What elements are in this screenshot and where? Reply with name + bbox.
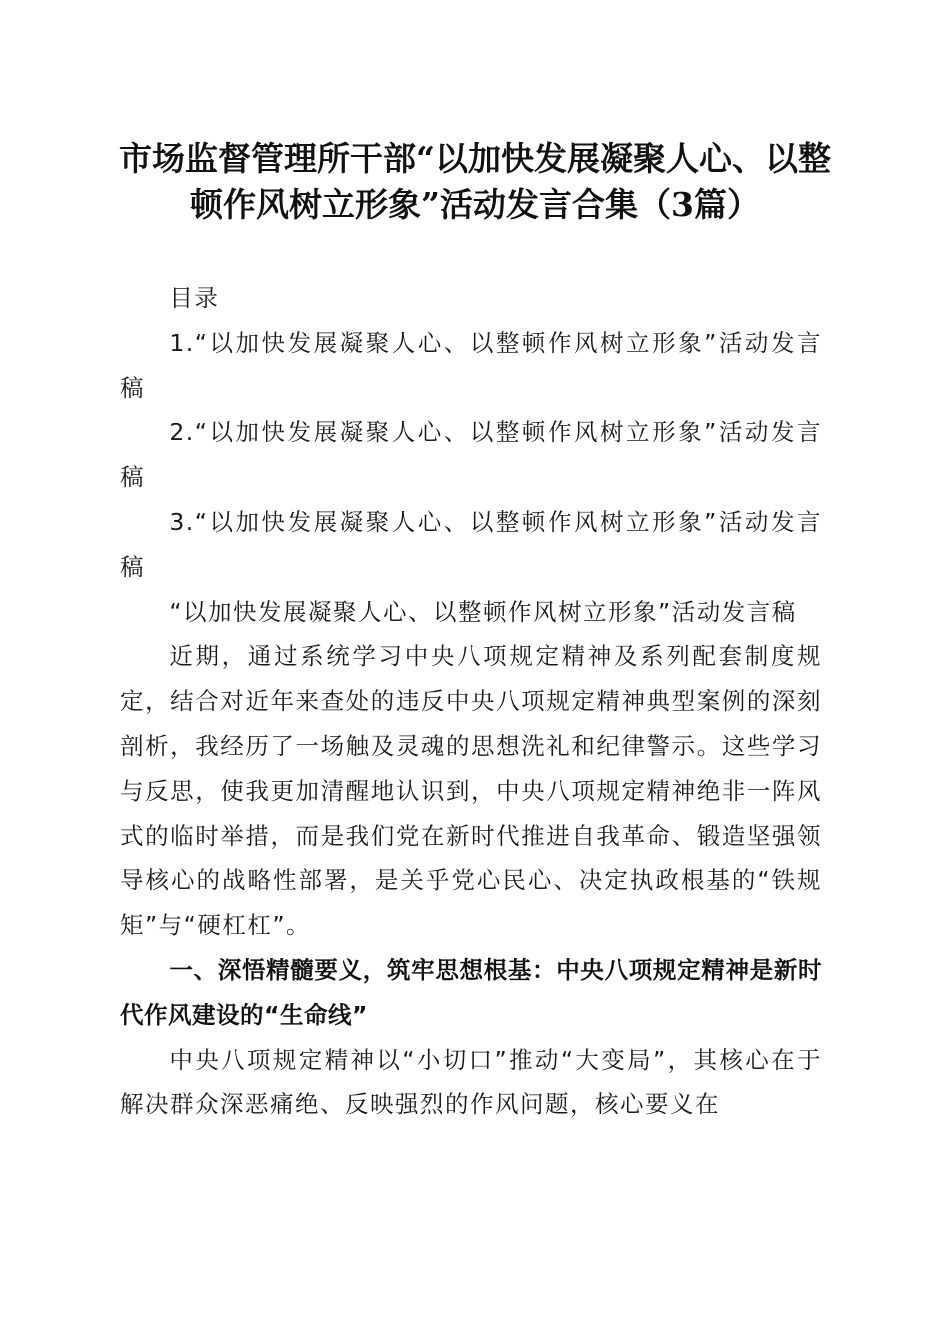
toc-label: 目录 [169, 284, 220, 312]
document-body [120, 276, 822, 1127]
section-title: “以加快发展凝聚人心、以整顿作风树立形象”活动发言稿 [169, 597, 797, 626]
document-title: 市场监督管理所干部“以加快发展凝聚人心、以整顿作风树立形象”活动发言合集（3篇） [119, 139, 831, 224]
intro-paragraph: 近期，通过系统学习中央八项规定精神及系列配套制度规定，结合对近年来查处的违反中央八项规定精神典型案例的深刻剖析，我经历了一场触及灵魂的思想洗礼和纪律警示。这些学习与反思，使我更加清醒地认识到，中央八项规定精神绝非一阵风式的临时举措，而是我们党在新时代推进自我革命、锻造坚强领导核心的战略性部署，是关乎党心民心、决定执政根基的“铁规矩”与“硬杠杠”。 [120, 642, 822, 940]
toc-item: 1.“以加快发展凝聚人心、以整顿作风树立形象”活动发言稿 [120, 328, 822, 402]
toc-item: 3.“以加快发展凝聚人心、以整顿作风树立形象”活动发言稿 [120, 507, 822, 581]
toc-item: 2.“以加快发展凝聚人心、以整顿作风树立形象”活动发言稿 [120, 418, 822, 492]
section-heading: 一、深悟精髓要义，筑牢思想根基：中央八项规定精神是新时代作风建设的“生命线” [120, 955, 822, 1029]
body-paragraph: 中央八项规定精神以“小切口”推动“大变局”，其核心在于解决群众深恶痛绝、反映强烈的作风问题，核心要义在 [120, 1045, 822, 1119]
